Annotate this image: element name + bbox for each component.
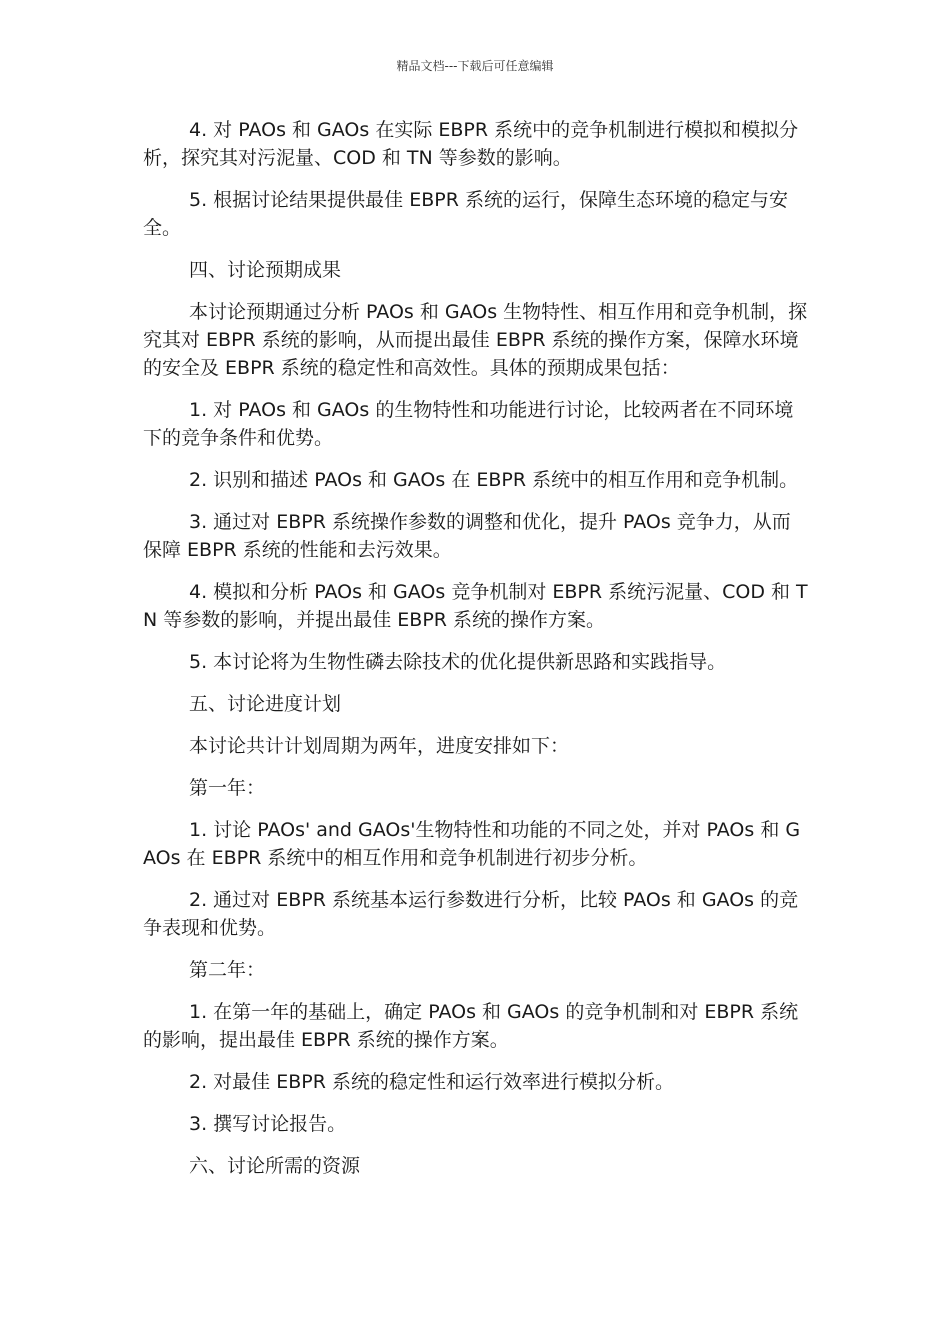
section-heading-expected-results: 四、讨论预期成果 [189, 259, 342, 281]
paragraph-schedule-intro: 本讨论共计计划周期为两年，进度安排如下： [189, 735, 570, 757]
paragraph-year-one-item-1: 1. 讨论 PAOs' and GAOs'生物特性和功能的不同之处，并对 PAOs 和 GAOs 在 EBPR 系统中的相互作用和竞争机制进行初步分析。 [143, 819, 801, 869]
page-header: 精品文档---下载后可任意编辑 [396, 59, 554, 73]
paragraph-expected-item-2: 2. 识别和描述 PAOs 和 GAOs 在 EBPR 系统中的相互作用和竞争机制。 [189, 469, 799, 491]
paragraph-year-one-item-2: 2. 通过对 EBPR 系统基本运行参数进行分析，比较 PAOs 和 GAOs 的竞争表现和优势。 [143, 889, 799, 939]
paragraph-year-two-item-2: 2. 对最佳 EBPR 系统的稳定性和运行效率进行模拟分析。 [189, 1071, 674, 1093]
paragraph-year-two-item-1: 1. 在第一年的基础上，确定 PAOs 和 GAOs 的竞争机制和对 EBPR 系统的影响，提出最佳 EBPR 系统的操作方案。 [143, 1001, 799, 1051]
paragraph-expected-item-5: 5. 本讨论将为生物性磷去除技术的优化提供新思路和实践指导。 [189, 651, 727, 673]
subheading-year-two: 第二年： [189, 959, 266, 981]
paragraph-expected-item-3: 3. 通过对 EBPR 系统操作参数的调整和优化，提升 PAOs 竞争力，从而保障 EBPR 系统的性能和去污效果。 [143, 511, 791, 561]
section-heading-resources: 六、讨论所需的资源 [189, 1155, 361, 1177]
paragraph-year-two-item-3: 3. 撰写讨论报告。 [189, 1113, 347, 1135]
paragraph-expected-intro: 本讨论预期通过分析 PAOs 和 GAOs 生物特性、相互作用和竞争机制，探究其对 EBPR 系统的影响，从而提出最佳 EBPR 系统的操作方案，保障水环境的安全及 EBPR 系统的稳定性和高效性。具体的预期成果包括： [143, 301, 808, 379]
subheading-year-one: 第一年： [189, 777, 266, 799]
section-heading-schedule: 五、讨论进度计划 [189, 693, 342, 715]
paragraph-expected-item-1: 1. 对 PAOs 和 GAOs 的生物特性和功能进行讨论，比较两者在不同环境下的竞争条件和优势。 [143, 399, 794, 449]
document-body [143, 116, 808, 1194]
paragraph-sim-item-5: 5. 根据讨论结果提供最佳 EBPR 系统的运行，保障生态环境的稳定与安全。 [143, 189, 788, 239]
paragraph-sim-item-4: 4. 对 PAOs 和 GAOs 在实际 EBPR 系统中的竞争机制进行模拟和模拟分析，探究其对污泥量、COD 和 TN 等参数的影响。 [143, 119, 799, 169]
paragraph-expected-item-4: 4. 模拟和分析 PAOs 和 GAOs 竞争机制对 EBPR 系统污泥量、COD 和 TN 等参数的影响，并提出最佳 EBPR 系统的操作方案。 [143, 581, 808, 631]
